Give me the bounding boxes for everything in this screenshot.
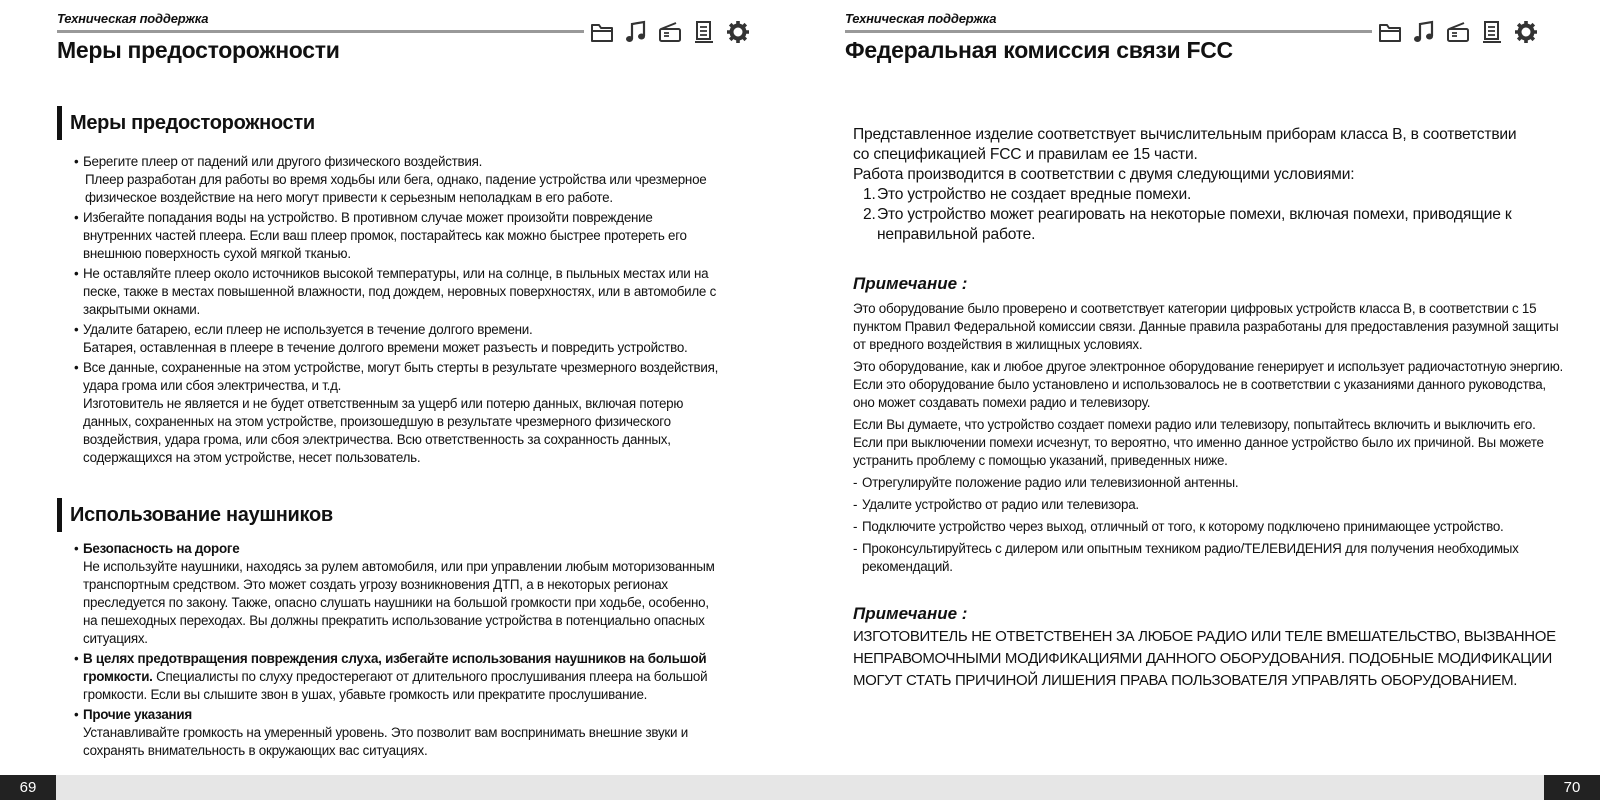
precautions-heading	[57, 106, 315, 140]
folder-icon	[590, 20, 614, 44]
radio-icon	[658, 20, 682, 44]
note-paragraph: Это оборудование, как и любое другое электронное оборудование генерирует и использует радиочастотную энергию. Если это оборудование было установлено и использовалось не в соответствии с указаниями данного руководства, оно может создавать помехи радио и телевизору.	[853, 359, 1563, 410]
note-paragraph: Если Вы думаете, что устройство создает помехи радио или телевизору, попытайтесь включить и выключить его. Если при выключении помехи исчезнут, то вероятно, что именно данное устройство было их причиной. Вы можете устранить проблему с помощью указаний, приведенных ниже.	[853, 417, 1544, 468]
list-item: Устанавливайте громкость на умеренный уровень. Это позволит вам воспринимать внешние звуки и сохранять внимательность в окружающих вас ситуациях.	[83, 725, 688, 758]
music-note-icon	[1412, 20, 1436, 44]
dash-item: - Подключите устройство через выход, отличный от того, к которому подключено принимающее устройство.	[853, 519, 1504, 534]
headphones-heading-text: Использование наушников	[70, 503, 333, 526]
dash-item: - Удалите устройство от радио или телевизора.	[853, 497, 1139, 512]
note-heading: Примечание :	[853, 604, 968, 623]
list-item: • Избегайте попадания воды на устройство. В противном случае может произойти повреждение внутренних частей плеера. Если ваш плеер промок, постарайтесь как можно быстрее протереть его внешнюю поверхность сухой мягкой тканью.	[74, 210, 687, 261]
list-item: Не используйте наушники, находясь за рулем автомобиля, или при управлении любым моторизованным транспортным средством. Это может создать угрозу возникновения ДТП, а в некоторых регионах преследуется по закону. Также, опасно слушать наушники на большой громкости при ходьбе, особенно, на пешеходных переходах. Вы должны прекратить использование устройства в потенциально опасных ситуациях.	[83, 559, 715, 646]
heading-bar	[57, 106, 62, 140]
section-label: Техническая поддержка	[845, 11, 997, 26]
gear-icon	[1514, 20, 1538, 44]
note-heading: Примечание :	[853, 274, 968, 293]
header-rule	[57, 30, 584, 33]
footer-band	[0, 775, 800, 800]
headphones-heading	[57, 498, 333, 532]
note-paragraph: Это оборудование было проверено и соответствует категории цифровых устройств класса B, в соответствии с 15 пунктом Правил Федеральной комиссии связи. Данные правила разработаны для предоставления разумной защиты от вредного воздействия в жилищных условиях.	[853, 301, 1559, 352]
page-title: Меры предосторожности	[57, 37, 340, 63]
dash-item: - Отрегулируйте положение радио или телевизионной антенны.	[853, 475, 1239, 490]
list-item: • Удалите батарею, если плеер не используется в течение долгого времени.	[74, 322, 533, 337]
intro-line: со спецификацией FCC и правилам ее 15 части.	[853, 146, 1198, 163]
fcc-intro	[853, 125, 1573, 245]
list-item: • Безопасность на дороге	[74, 541, 240, 556]
header-rule	[845, 30, 1372, 33]
music-note-icon	[624, 20, 648, 44]
headphones-list	[74, 540, 724, 762]
header-icons	[1378, 20, 1538, 44]
section-label: Техническая поддержка	[57, 11, 209, 26]
header-icons	[590, 20, 750, 44]
gear-icon	[726, 20, 750, 44]
liability-notice: ИЗГОТОВИТЕЛЬ НЕ ОТВЕТСТВЕНЕН ЗА ЛЮБОЕ РАДИО ИЛИ ТЕЛЕ ВМЕШАТЕЛЬСТВО, ВЫЗВАННОЕ НЕПРАВОМОЧНЫМИ МОДИФИКАЦИЯМИ ДАННОГО ОБОРУДОВАНИЯ. ПОДОБНЫЕ МОДИФИКАЦИИ МОГУТ СТАТЬ ПРИЧИНОЙ ЛИШЕНИЯ ПРАВА ПОЛЬЗОВАТЕЛЯ УПРАВЛЯТЬ ОБОРУДОВАНИЕМ.	[853, 628, 1556, 689]
dash-item: - Проконсультируйтесь с дилером или опытным техником радио/ТЕЛЕВИДЕНИЯ для получения необходимых рекомендаций.	[853, 541, 1519, 574]
list-item: • Прочие указания	[74, 707, 192, 722]
list-item: • В целях предотвращения повреждения слуха, избегайте использования наушников на большой громкости. Специалисты по слуху предостерегают от длительного прослушивания плеера на большой громкости. Если вы слышите звон в ушах, убавьте громкость или прекратите прослушивание.	[74, 651, 708, 702]
list-item: Батарея, оставленная в плеере в течение долгого времени может разъесть и повредить устройство.	[83, 340, 688, 355]
condition-item: 1. Это устройство не создает вредные помехи.	[863, 186, 1192, 203]
folder-icon	[1378, 20, 1402, 44]
radio-icon	[1446, 20, 1470, 44]
precautions-heading-text: Меры предосторожности	[70, 111, 315, 134]
intro-line: Представленное изделие соответствует вычислительным приборам класса B, в соответствии	[853, 126, 1517, 143]
footer-band	[800, 775, 1600, 800]
precautions-list	[74, 153, 724, 469]
page-number: 69	[0, 775, 56, 800]
list-item: • Не оставляйте плеер около источников высокой температуры, или на солнце, в пыльных местах или на песке, также в местах повышенной влажности, под дождем, неровных поверхностях, или в автомобиле с закрытыми окнами.	[74, 266, 717, 317]
intro-line: Работа производится в соответствии с двумя следующими условиями:	[853, 166, 1355, 183]
text-document-icon	[692, 20, 716, 44]
list-item: Изготовитель не является и не будет ответственным за ущерб или потерю данных, включая потерю данных, сохраненных на этом устройстве, произошедшую в результате чрезмерного физического воздействия, удара грома, или сбоя электричества. Всю ответственность за сохранность данных, содержащихся на этом устройстве, несет пользователь.	[83, 396, 684, 465]
page-title: Федеральная комиссия связи FCC	[845, 37, 1233, 63]
list-item: • Все данные, сохраненные на этом устройстве, могут быть стерты в результате чрезмерного воздействия, удара грома или сбоя электричества, и т.д.	[74, 360, 719, 393]
list-item: • Берегите плеер от падений или другого физического воздействия.	[74, 154, 483, 169]
page-number: 70	[1544, 775, 1600, 800]
conditions-list	[863, 185, 1573, 245]
list-item: Плеер разработан для работы во время ходьбы или бега, однако, падение устройства или чрезмерное физическое воздействие на него могут привести к серьезным неполадкам в его работе.	[85, 172, 707, 205]
heading-bar	[57, 498, 62, 532]
condition-item: 2. Это устройство может реагировать на некоторые помехи, включая помехи, приводящие к неправильной работе.	[863, 206, 1512, 243]
note-body	[853, 300, 1563, 580]
text-document-icon	[1480, 20, 1504, 44]
